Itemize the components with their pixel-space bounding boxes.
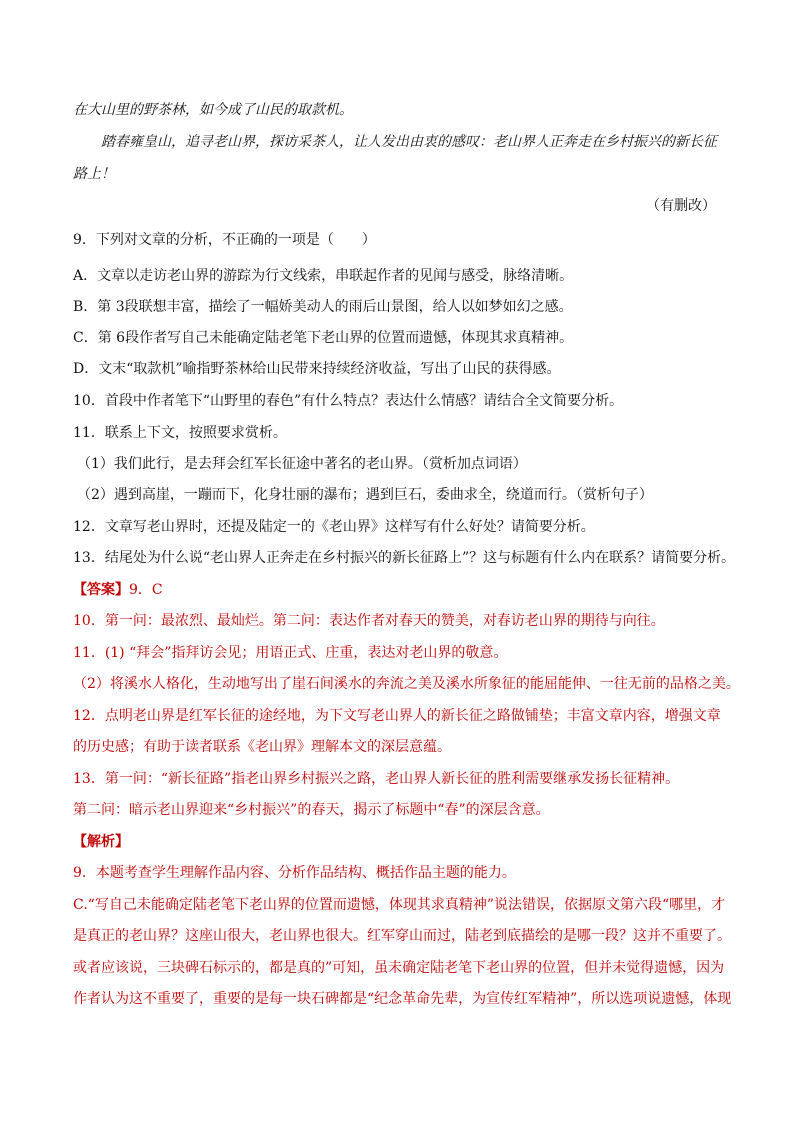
analysis-9: 9．本题考查学生理解作品内容、分析作品结构、概括作品主题的能力。: [73, 865, 516, 881]
passage-line: 在大山里的野茶林，如今成了山民的取款机。: [73, 102, 353, 118]
option-a: A．文章以走访老山界的游踪为行文线索，串联起作者的见闻与感受，脉络清晰。: [73, 268, 574, 284]
analysis-c: 或者应该说，三块碑石标示的，都是真的”可知，虽未确定陆老笔下老山界的位置，但并未觉得遗憾，因为: [73, 960, 725, 976]
question-11-2: （2）遇到高崖，一蹦而下，化身壮丽的瀑布；遇到巨石，委曲求全，绕道而行。（赏析句子）: [77, 487, 653, 503]
answer-11-2: （2）将溪水人格化，生动地写出了崖石间溪水的奔流之美及溪水所象征的能屈能伸、一往无前的品格之美。: [73, 676, 740, 692]
question-11-1: （1）我们此行，是去拜会红军长征途中著名的老山界。（赏析加点词语）: [77, 456, 527, 472]
question-12: 12．文章写老山界时，还提及陆定一的《老山界》这样写有什么好处？请简要分析。: [73, 519, 595, 535]
question-13: 13．结尾处为什么说“老山界人正奔走在乡村振兴的新长征路上”？这与标题有什么内在联系？请简要分析。: [73, 550, 736, 566]
answer-12: 的历史感；有助于读者联系《老山界》理解本文的深层意蕴。: [73, 739, 451, 755]
answer-13: 第二问：暗示老山界迎来“乡村振兴”的春天，揭示了标题中“春”的深层含意。: [73, 802, 550, 818]
analysis-c: 作者认为这不重要了，重要的是每一块石碑都是“纪念革命先辈，为宣传红军精神”，所以选项说遗憾，体现: [73, 991, 732, 1007]
answer-11-1: 11．(1) “拜会”指拜访会见；用语正式、庄重，表达对老山界的敬意。: [73, 645, 508, 661]
source-note: （有删改）: [646, 198, 716, 214]
answer-header: [73, 580, 163, 600]
passage-line: 踏春雍皇山，追寻老山界，探访采茶人，让人发出由衷的感叹：老山界人正奔走在乡村振兴的新长征: [101, 134, 717, 150]
option-c: C．第 6段作者写自己未能确定陆老笔下老山界的位置而遗憾，体现其求真精神。: [73, 330, 574, 346]
option-b: B．第 3段联想丰富，描绘了一幅娇美动人的雨后山景图，给人以如梦如幻之感。: [73, 299, 573, 315]
answer-9: 9．C: [129, 582, 163, 598]
option-d: D．文末“取款机”喻指野茶林给山民带来持续经济收益，写出了山民的获得感。: [73, 361, 561, 377]
question-10: 10．首段中作者笔下“山野里的春色”有什么特点？表达什么情感？请结合全文简要分析。: [73, 393, 624, 409]
passage-line: 路上！: [73, 166, 115, 182]
answer-12: 12．点明老山界是红军长征的途经地，为下文写老山界人的新长征之路做铺垫；丰富文章内容，增强文章: [73, 708, 721, 724]
analysis-c: C.“写自己未能确定陆老笔下老山界的位置而遗憾，体现其求真精神”说法错误，依据原文第六段“哪里，才: [73, 897, 726, 913]
analysis-c: 是真正的老山界？这座山很大，老山界也很大。红军穿山而过，陆老到底描绘的是哪一段？这并不重要了。: [73, 928, 731, 944]
answer-13: 13．第一问：“新长征路”指老山界乡村振兴之路，老山界人新长征的胜利需要继承发扬长征精神。: [73, 771, 680, 787]
analysis-tag: 【解析】: [73, 834, 129, 850]
answer-10: 10．第一问：最浓烈、最灿烂。第二问：表达作者对春天的赞美，对春访老山界的期待与向往。: [73, 613, 665, 629]
answer-tag: 【答案】: [73, 582, 129, 598]
question-9: 9．下列对文章的分析，不正确的一项是（ ）: [73, 232, 376, 248]
question-11: 11．联系上下文，按照要求赏析。: [73, 425, 287, 441]
